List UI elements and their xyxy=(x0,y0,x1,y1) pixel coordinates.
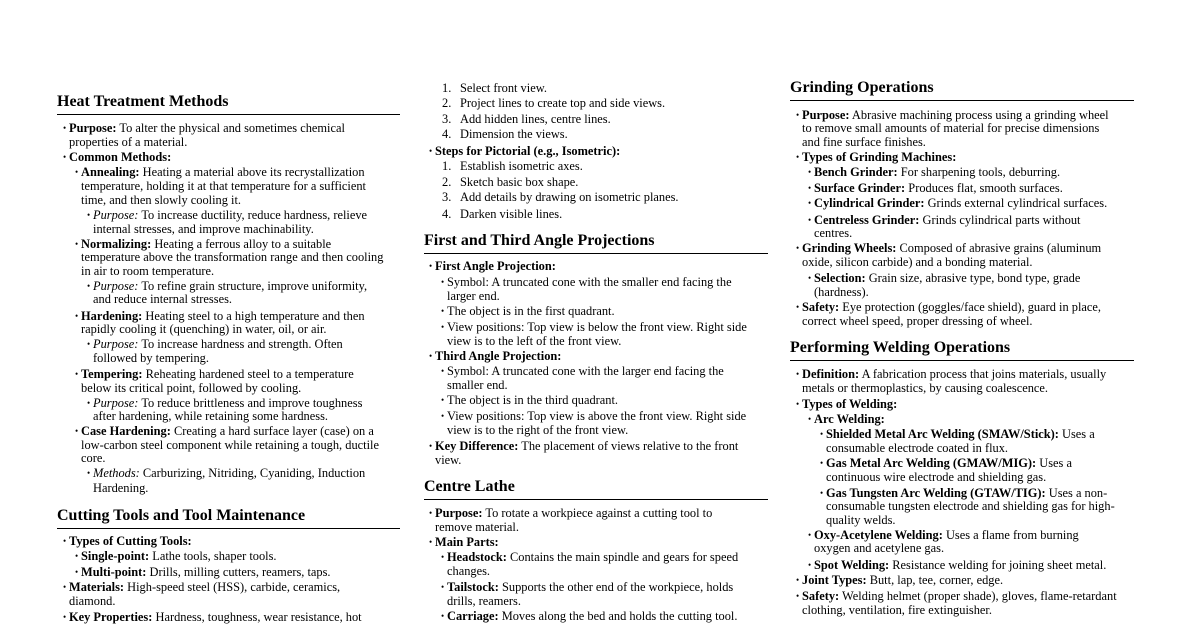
annealing-line-3: time, and then slowly cooling it. xyxy=(81,193,242,207)
case-hardening-item: • Case Hardening: Creating a hard surface layer (case) on a xyxy=(81,424,374,438)
grinding-safety-line-2: correct wheel speed, proper dressing of wheel. xyxy=(802,314,1033,328)
joint-types-item: • Joint Types: Butt, lap, tee, corner, edge. xyxy=(802,573,1003,587)
first-angle-symbol-line-2: larger end. xyxy=(447,289,500,303)
lathe-purpose-item: • Purpose: To rotate a workpiece against a cutting tool to xyxy=(435,506,712,520)
oxy-acetylene-line-2: oxygen and acetylene gas. xyxy=(814,541,945,555)
grinding-purpose-line-2: to remove small amounts of material for precise dimensions xyxy=(802,121,1100,135)
ortho-step-4: Dimension the views. xyxy=(460,127,568,141)
centreless-grinder-line-2: centres. xyxy=(814,226,853,240)
section-heading-heat-treatment: Heat Treatment Methods xyxy=(57,92,400,115)
materials-line-2: diamond. xyxy=(69,594,116,608)
pictorial-step-4: Darken visible lines. xyxy=(460,207,563,221)
normalizing-line-3: in air to room temperature. xyxy=(81,264,215,278)
smaw-item: • Shielded Metal Arc Welding (SMAW/Stick): Uses a xyxy=(826,427,1095,441)
key-difference-line-2: view. xyxy=(435,453,462,467)
welding-safety-line-2: clothing, ventilation, fire extinguisher. xyxy=(802,603,992,617)
first-angle-views-line-2: view is to the left of the front view. xyxy=(447,334,622,348)
case-hardening-line-2: low-carbon steel component while retaining a tough, ductile xyxy=(81,438,379,452)
oxy-acetylene-item: • Oxy-Acetylene Welding: Uses a flame from burning xyxy=(814,528,1079,542)
selection-line-2: (hardness). xyxy=(814,285,869,299)
section-heading-projections: First and Third Angle Projections xyxy=(424,231,768,254)
third-angle-symbol-item: • Symbol: A truncated cone with the larger end facing the xyxy=(447,364,724,378)
materials-item: • Materials: High-speed steel (HSS), carbide, ceramics, xyxy=(69,580,340,594)
methods-item: • Methods: Carburizing, Nitriding, Cyaniding, Induction xyxy=(93,466,365,480)
types-cutting-tools-item: • Types of Cutting Tools: xyxy=(69,534,192,548)
gtaw-item: • Gas Tungsten Arc Welding (GTAW/TIG): Uses a non- xyxy=(826,486,1107,500)
third-angle-views-line-2: view is to the right of the front view. xyxy=(447,423,629,437)
grinding-machines-item: • Types of Grinding Machines: xyxy=(802,150,956,164)
annealing-line-2: temperature, holding it at that temperature for a sufficient xyxy=(81,179,366,193)
tailstock-line-2: drills, reamers. xyxy=(447,594,521,608)
pictorial-step-1: Establish isometric axes. xyxy=(460,159,583,173)
normalizing-purpose-item: • Purpose: To refine grain structure, improve uniformity, xyxy=(93,279,367,293)
smaw-line-2: consumable electrode coated in flux. xyxy=(826,441,1008,455)
grinding-safety-item: • Safety: Eye protection (goggles/face shield), guard in place, xyxy=(802,300,1101,314)
main-parts-item: • Main Parts: xyxy=(435,535,499,549)
carriage-item: • Carriage: Moves along the bed and holds the cutting tool. xyxy=(447,609,737,623)
gtaw-line-3: quality welds. xyxy=(826,513,896,527)
hardening-purpose-item: • Purpose: To increase hardness and strength. Often xyxy=(93,337,343,351)
key-properties-item: • Key Properties: Hardness, toughness, wear resistance, hot xyxy=(69,610,362,624)
annealing-purpose-item: • Purpose: To increase ductility, reduce hardness, relieve xyxy=(93,208,367,222)
annealing-item: • Annealing: Heating a material above its recrystallization xyxy=(81,165,365,179)
welding-definition-item: • Definition: A fabrication process that joins materials, usually xyxy=(802,367,1106,381)
tempering-purpose-item: • Purpose: To reduce brittleness and improve toughness xyxy=(93,396,362,410)
pictorial-step-2: Sketch basic box shape. xyxy=(460,175,579,189)
hardening-line-2: rapidly cooling it (quenching) in water, oil, or air. xyxy=(81,322,327,336)
welding-types-item: • Types of Welding: xyxy=(802,397,897,411)
common-methods-item: • Common Methods: xyxy=(69,150,171,164)
gtaw-line-2: consumable tungsten electrode and shielding gas for high- xyxy=(826,499,1115,513)
ortho-step-2: Project lines to create top and side views. xyxy=(460,96,666,110)
ortho-step-1: Select front view. xyxy=(460,81,547,95)
first-angle-quadrant-item: • The object is in the first quadrant. xyxy=(447,304,615,318)
bench-grinder-item: • Bench Grinder: For sharpening tools, deburring. xyxy=(814,165,1060,179)
ortho-step-number-1: 1. xyxy=(442,81,452,95)
third-angle-item: • Third Angle Projection: xyxy=(435,349,561,363)
grinding-wheels-line-2: oxide, silicon carbide) and a bonding material. xyxy=(802,255,1033,269)
normalizing-item: • Normalizing: Heating a ferrous alloy to a suitable xyxy=(81,237,331,251)
tempering-line-2: below its critical point, followed by cooling. xyxy=(81,381,302,395)
purpose-item: • Purpose: To alter the physical and sometimes chemical xyxy=(69,121,345,135)
first-angle-symbol-item: • Symbol: A truncated cone with the smaller end facing the xyxy=(447,275,732,289)
section-heading-centre-lathe: Centre Lathe xyxy=(424,477,768,500)
ortho-step-number-2: 2. xyxy=(442,96,452,110)
methods-line-2: Hardening. xyxy=(93,481,149,495)
first-angle-item: • First Angle Projection: xyxy=(435,259,556,273)
key-difference-item: • Key Difference: The placement of views relative to the front xyxy=(435,439,738,453)
tempering-item: • Tempering: Reheating hardened steel to a temperature xyxy=(81,367,354,381)
welding-safety-item: • Safety: Welding helmet (proper shade), gloves, flame-retardant xyxy=(802,589,1117,603)
grinding-purpose-line-3: and fine surface finishes. xyxy=(802,135,926,149)
pictorial-step-number-3: 3. xyxy=(442,190,452,204)
centreless-grinder-item: • Centreless Grinder: Grinds cylindrical parts without xyxy=(814,213,1080,227)
ortho-step-3: Add hidden lines, centre lines. xyxy=(460,112,611,126)
normalizing-line-2: temperature above the transformation range and then cooling xyxy=(81,250,384,264)
annealing-purpose-line-2: internal stresses, and improve machinability. xyxy=(93,222,314,236)
hardening-purpose-line-2: followed by tempering. xyxy=(93,351,209,365)
surface-grinder-item: • Surface Grinder: Produces flat, smooth surfaces. xyxy=(814,181,1063,195)
headstock-item: • Headstock: Contains the main spindle and gears for speed xyxy=(447,550,738,564)
pictorial-step-number-1: 1. xyxy=(442,159,452,173)
tempering-purpose-line-2: after hardening, while retaining some hardness. xyxy=(93,409,328,423)
pictorial-steps-item: • Steps for Pictorial (e.g., Isometric): xyxy=(435,144,620,158)
third-angle-views-item: • View positions: Top view is above the front view. Right side xyxy=(447,409,746,423)
purpose-line-2: properties of a material. xyxy=(69,135,188,149)
section-heading-cutting-tools: Cutting Tools and Tool Maintenance xyxy=(57,506,400,529)
headstock-line-2: changes. xyxy=(447,564,491,578)
selection-item: • Selection: Grain size, abrasive type, bond type, grade xyxy=(814,271,1080,285)
ortho-step-number-3: 3. xyxy=(442,112,452,126)
lathe-purpose-line-2: remove material. xyxy=(435,520,519,534)
grinding-wheels-item: • Grinding Wheels: Composed of abrasive grains (aluminum xyxy=(802,241,1101,255)
pictorial-step-number-2: 2. xyxy=(442,175,452,189)
section-heading-welding: Performing Welding Operations xyxy=(790,338,1134,361)
gmaw-item: • Gas Metal Arc Welding (GMAW/MIG): Uses a xyxy=(826,456,1072,470)
normalizing-purpose-line-2: and reduce internal stresses. xyxy=(93,292,232,306)
first-angle-views-item: • View positions: Top view is below the front view. Right side xyxy=(447,320,747,334)
grinding-purpose-item: • Purpose: Abrasive machining process using a grinding wheel xyxy=(802,108,1109,122)
multi-point-item: • Multi-point: Drills, milling cutters, reamers, taps. xyxy=(81,565,331,579)
hardening-item: • Hardening: Heating steel to a high temperature and then xyxy=(81,309,365,323)
single-point-item: • Single-point: Lathe tools, shaper tools. xyxy=(81,549,277,563)
pictorial-step-number-4: 4. xyxy=(442,207,452,221)
ortho-step-number-4: 4. xyxy=(442,127,452,141)
case-hardening-line-3: core. xyxy=(81,451,106,465)
third-angle-quadrant-item: • The object is in the third quadrant. xyxy=(447,393,618,407)
spot-welding-item: • Spot Welding: Resistance welding for joining sheet metal. xyxy=(814,558,1106,572)
gmaw-line-2: continuous wire electrode and shielding gas. xyxy=(826,470,1047,484)
pictorial-step-3: Add details by drawing on isometric planes. xyxy=(460,190,679,204)
section-heading-grinding: Grinding Operations xyxy=(790,78,1134,101)
arc-welding-item: • Arc Welding: xyxy=(814,412,885,426)
third-angle-symbol-line-2: smaller end. xyxy=(447,378,508,392)
welding-definition-line-2: metals or thermoplastics, by causing coalescence. xyxy=(802,381,1049,395)
cylindrical-grinder-item: • Cylindrical Grinder: Grinds external cylindrical surfaces. xyxy=(814,196,1107,210)
tailstock-item: • Tailstock: Supports the other end of the workpiece, holds xyxy=(447,580,733,594)
